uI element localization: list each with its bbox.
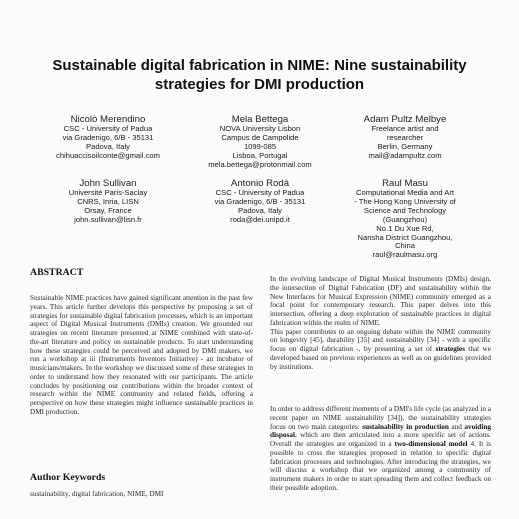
author-email: john.sullivan@lisn.fr (74, 214, 142, 224)
author-affiliation-line: Campus de Campolide (221, 132, 299, 142)
author-name: Mela Bettega (231, 114, 289, 125)
author-affiliation-line: Freelance artist and (371, 124, 439, 133)
author-affiliation-line: Lisboa, Portugal (232, 150, 288, 160)
author-affiliation-line: 1099-085 (243, 141, 277, 151)
author-name: John Sullivan (79, 178, 137, 189)
author-card (33, 178, 183, 225)
author-affiliation-line: Université Paris-Saclay (68, 188, 148, 197)
author-affiliation-line: Padova, Italy (86, 141, 130, 151)
keywords-paragraph: sustainability, digital fabrication, NIME, DMI (30, 490, 164, 498)
author-card (185, 178, 335, 225)
intro-paragraph-1 (270, 275, 491, 371)
author-affiliation-line: China (395, 241, 415, 251)
author-card (330, 178, 480, 260)
intro-text-1: In the evolving landscape of Digital Musical Instruments (DMIs) design, the intersection of Digital Fabrication (DF) and sustainability within the New Interfaces for Musical Expression (NIME) community emerged as a focal point for contemporary research. This paper delves into this intersection, offering a deep exploration of sustainable practices in digital fabrication within the realm of NIME. (270, 275, 491, 327)
author-email: mail@adampultz.com (368, 150, 442, 160)
author-affiliation-line: No.1 Du Xue Rd, (376, 223, 434, 233)
author-affiliation-line: (Guangzhou) (382, 214, 428, 224)
author-email: mela.bettega@protonmail.com (208, 159, 312, 169)
author-email: raul@raulmasu.org (372, 250, 438, 260)
author-affiliation-line: researcher (386, 132, 424, 142)
author-affiliation-line: Computational Media and Art (356, 188, 454, 197)
author-affiliation-line: Nansha District Guangzhou, (357, 232, 453, 242)
author-email: roda@dei.unipd.it (230, 214, 290, 224)
author-email: chihuaccisoilconte@gmail.com (56, 150, 160, 160)
intro-text-1b: This paper contributes to an ongoing debate within the NIME community on longevity [45], durability [35] and sustainability [34] - with a specific focus on digital fabrication -, by presenting a set of strategies that we developed based on previous experiences as well as on guidelines provided by institutions. (270, 327, 491, 371)
paper-title: Sustainable digital fabrication in NIME: Nine sustainability strategies for DMI production (52, 57, 467, 93)
author-affiliation-line: via Gradenigo, 6/B - 35131 (214, 196, 306, 206)
author-card (33, 114, 183, 161)
author-affiliation-line: CSC - University of Padua (63, 124, 153, 133)
keywords-heading: Author Keywords (30, 472, 106, 483)
author-affiliation-line: NOVA University Lisbon (219, 124, 301, 133)
author-affiliation-line: Orsay, France (84, 205, 132, 215)
author-card (185, 114, 335, 170)
author-affiliation-line: Berlin, Germany (377, 141, 433, 151)
keywords-text (30, 490, 254, 499)
author-name: Nicolò Merendino (70, 114, 146, 125)
author-name: Adam Pultz Melbye (363, 114, 447, 125)
author-name: Raul Masu (382, 178, 428, 189)
author-affiliation-line: - The Hong Kong University of (354, 196, 456, 206)
abstract-text (30, 294, 253, 417)
author-affiliation-line: Padova, Italy (238, 205, 282, 215)
intro-text-2: In order to address different moments of a DMI's life cycle (as analyzed in a recent paper on NIME sustainability [34]), the sustainability strategies focus on two main categories: sustainability in production and avoiding disposal, which are then articulated into a more specific set of actions. Overall the strategies are organized in a two-dimensional model 4. It is possible to cross the strategies proposed in relation to specific digital fabrication processes and technologies. After introducing the strategies, we will discuss a workshop that we organized among a community of instrument makers in order to start spreading them and collect feedback on their possible adoption. (270, 405, 492, 492)
author-affiliation-line: CNRS, Inria, LISN (77, 196, 139, 206)
intro-paragraph-2 (270, 405, 491, 493)
author-name: Antonio Rodà (230, 178, 290, 189)
author-card (330, 114, 480, 161)
author-affiliation-line: via Gradenigo, 6/B - 35131 (62, 132, 154, 142)
abstract-paragraph: Sustainable NIME practices have gained significant attention in the past few years. This article further develops this perspective by proposing a set of strategies for sustainable digital fabrication processes, which is an important aspect of Digital Musical Instruments (DMIs) creation. We grounded our strategies on recent literature presented at NIME combined with state-of-the-art literature and policy on sustainable products. To start understanding how these strategies could be perceived and adopted by DMI makers, we run a workshop at iii (Instruments Inventors Initiative) - an incubator of musicians/makers. In the workshop we discussed some of these strategies in order to understand how they resonated with our participants. The article concludes by positioning our contributions within the broader context of research within the NIME community and related fields, offering a perspective on how these strategies might influence sustainable practices in DMI production. (30, 294, 253, 416)
author-affiliation-line: CSC - University of Padua (215, 188, 305, 197)
abstract-heading: ABSTRACT (30, 267, 84, 278)
author-affiliation-line: Science and Technology (363, 205, 447, 215)
